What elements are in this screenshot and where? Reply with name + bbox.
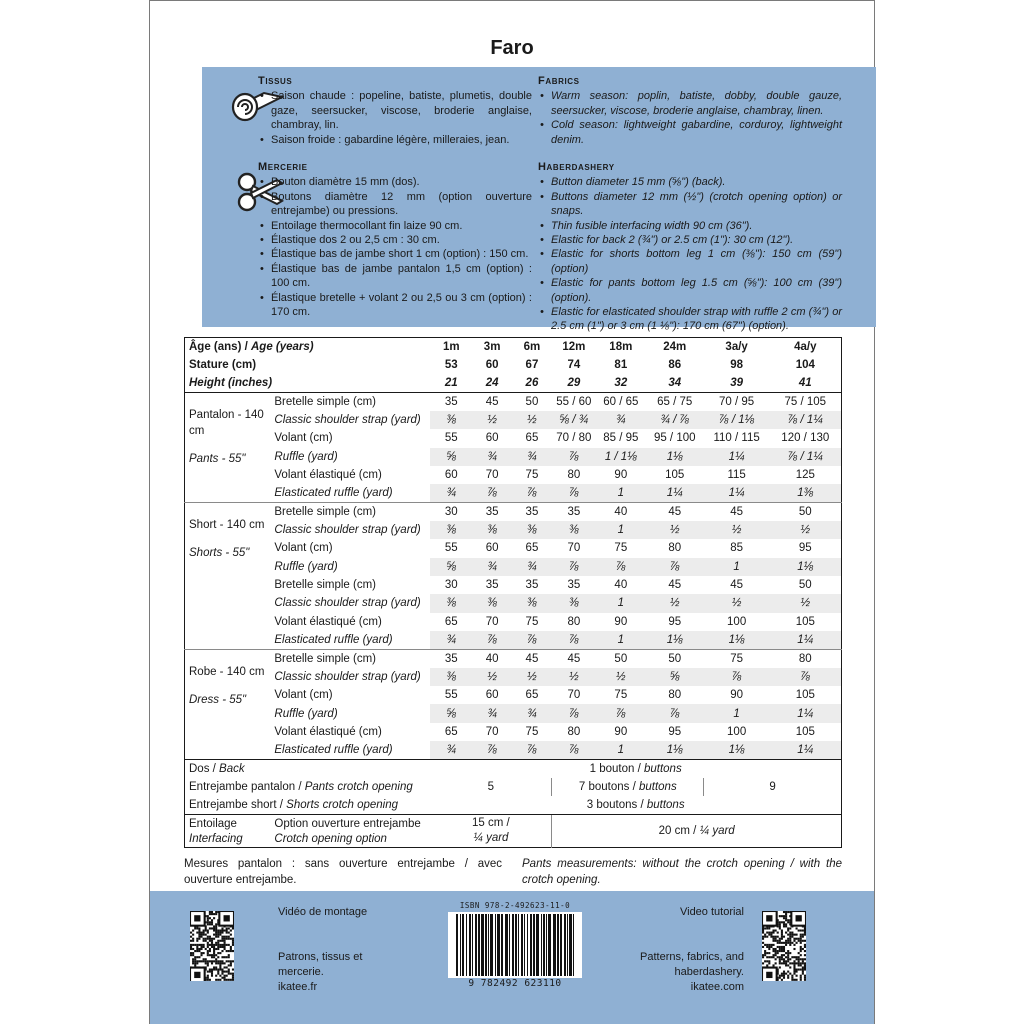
quantity-cell: 65 (525, 689, 539, 702)
quantity-cell: 35 (567, 579, 581, 592)
fabric-en-item: • Warm season: poplin, batiste, dobby, double gauze, seersucker, viscose, broderie anglaise, chambray, linen. (538, 89, 842, 118)
stature-label: Stature (cm) (189, 359, 257, 372)
haberdashery-en-item: • Elastic for pants bottom leg 1.5 cm (⅝"): 100 cm (39") (option). (538, 276, 842, 305)
height-cell: 26 (525, 377, 539, 390)
material-row (185, 503, 842, 521)
quantity-cell: 105 (795, 615, 815, 628)
quantity-cell: 30 (444, 579, 458, 592)
quantity-cell: 60 (485, 689, 499, 702)
material-row (185, 594, 842, 612)
fabrics-en-block (538, 74, 842, 147)
quantity-cell: 95 (668, 615, 682, 628)
haberdashery-en-item: • Thin fusible interfacing width 90 cm (36"). (538, 219, 842, 233)
quantity-cell: ½ (704, 594, 770, 612)
quantity-cell: 75 (614, 542, 628, 555)
quantity-cell: 45 (704, 503, 770, 521)
quantity-cell: ½ (596, 668, 646, 686)
barcode-digits: 9 782492 623110 (468, 978, 562, 989)
haberdashery-fr-item: • Élastique bretelle + volant 2 ou 2,5 ou 3 cm (option) : 170 cm. (258, 291, 532, 320)
material-label: Bretelle simple (cm) (274, 579, 376, 592)
note-en: Pants measurements: without the crotch opening / with the crotch opening. (522, 858, 842, 886)
quantity-cell: 1¼ (770, 741, 842, 759)
quantity-cell: 1 (596, 741, 646, 759)
shorts-crotch-value: 3 boutons / buttons (586, 799, 685, 812)
quantity-cell: 40 (596, 503, 646, 521)
fabrics-fr-block (258, 74, 532, 147)
fabric-fr-item: • Saison froide : gabardine légère, milleraies, jean. (258, 133, 532, 147)
material-label: Volant (cm) (274, 432, 333, 445)
material-row (185, 613, 842, 631)
haberdashery-en-item: • Buttons diameter 12 mm (½") (crotch opening option) or snaps. (538, 190, 842, 219)
quantity-cell: 85 / 95 (603, 432, 639, 445)
material-label: Ruffle (yard) (274, 707, 338, 720)
haberdashery-en-item: • Elastic for shorts bottom leg 1 cm (⅜"): 150 cm (59") (option) (538, 247, 842, 276)
quantity-cell: 55 (444, 432, 458, 445)
size-cell: 3a/y (725, 340, 748, 353)
quantity-cell: ¾ (430, 631, 472, 649)
quantity-cell: 70 / 80 (556, 432, 592, 445)
quantity-cell: ⅜ (512, 594, 552, 612)
quantity-cell: ⅝ (430, 704, 472, 722)
quantity-cell: 70 (485, 725, 499, 738)
pattern-title: Faro (490, 37, 534, 59)
quantity-cell: 55 / 60 (552, 393, 596, 411)
quantity-cell: ⅞ / 1¼ (770, 411, 842, 429)
quantity-cell: 65 (444, 725, 458, 738)
material-label: Classic shoulder strap (yard) (274, 597, 421, 610)
quantity-cell: 1⅛ (646, 631, 704, 649)
stature-cell: 53 (444, 359, 458, 372)
quantity-cell: ½ (512, 668, 552, 686)
stature-cell: 74 (567, 359, 581, 372)
quantity-cell: 1 (596, 484, 646, 502)
shop-en-label: Patterns, fabrics, and haberdashery. (640, 951, 744, 978)
height-row (185, 374, 842, 392)
quantity-cell: 45 (730, 579, 744, 592)
quantity-cell: 75 (525, 615, 539, 628)
quantity-cell: ⅞ (512, 484, 552, 502)
crotch-option-label: Option ouverture entrejambe Crotch opening option (270, 814, 430, 847)
haberdashery-en-item: • Elastic for back 2 (¾") or 2.5 cm (1"): 30 cm (12"). (538, 233, 842, 247)
yardage-table (184, 337, 842, 848)
quantity-cell: 1⅛ (646, 741, 704, 759)
material-label: Volant élastiqué (cm) (274, 615, 382, 628)
quantity-cell: 60 / 65 (596, 393, 646, 411)
quantity-cell: 45 (646, 503, 704, 521)
stature-cell: 86 (668, 359, 682, 372)
material-label: Volant (cm) (274, 542, 333, 555)
quantity-cell: ⅝ (646, 668, 704, 686)
quantity-cell: ¾ (472, 558, 512, 576)
stature-cell: 81 (614, 359, 628, 372)
quantity-cell: ⅞ (552, 558, 596, 576)
quantity-cell: 100 (727, 725, 747, 738)
height-cell: 39 (730, 377, 744, 390)
quantity-cell: ½ (646, 594, 704, 612)
quantity-cell: 35 (552, 503, 596, 521)
material-row (185, 466, 842, 484)
material-row (185, 723, 842, 741)
quantity-cell: 60 (444, 469, 458, 482)
shorts-crotch-label: Entrejambe short / Shorts crotch opening (189, 799, 399, 812)
material-label: Classic shoulder strap (yard) (274, 414, 421, 427)
quantity-cell: 1 (596, 521, 646, 539)
quantity-cell: 65 / 75 (646, 393, 704, 411)
haberdashery-en-item: • Button diameter 15 mm (⅝") (back). (538, 175, 842, 189)
quantity-cell: ⅞ (646, 558, 704, 576)
quantity-cell: 65 (525, 432, 539, 445)
quantity-cell: ⅝ / ¾ (552, 411, 596, 429)
interfacing-value-small: 15 cm / ¼ yard (430, 814, 552, 847)
quantity-cell: 30 (430, 503, 472, 521)
quantity-cell: 55 (444, 542, 458, 555)
quantity-cell: 100 (727, 615, 747, 628)
haberdashery-en-item: • Elastic for elasticated shoulder strap with ruffle 2 cm (¾") or 2.5 cm (1") or 3 cm (1 ⅛"): 170 cm (67") (option). (538, 305, 842, 334)
quantity-cell: ⅞ (472, 484, 512, 502)
quantity-cell: 90 (614, 725, 628, 738)
quantity-cell: ½ (646, 521, 704, 539)
quantity-cell: ¾ (512, 558, 552, 576)
quantity-cell: ¾ (472, 448, 512, 466)
size-cell: 1m (442, 340, 460, 353)
quantity-cell: 45 (472, 393, 512, 411)
height-cell: 32 (614, 377, 628, 390)
quantity-cell: ⅞ (552, 704, 596, 722)
material-row (185, 411, 842, 429)
quantity-cell: ⅞ (596, 704, 646, 722)
quantity-cell: 1⅜ (770, 484, 842, 502)
barcode-bars (448, 912, 582, 978)
quantity-cell: 1 (596, 594, 646, 612)
quantity-cell: ⅜ (430, 594, 472, 612)
material-label: Bretelle simple (cm) (270, 393, 430, 411)
material-row (185, 686, 842, 704)
quantity-cell: 105 (665, 469, 685, 482)
material-label: Elasticated ruffle (yard) (274, 487, 393, 500)
stature-cell: 104 (795, 359, 815, 372)
quantity-cell: 105 (795, 725, 815, 738)
garment-group-label: Short - 140 cm Shorts - 55" (185, 503, 271, 650)
material-row (185, 668, 842, 686)
quantity-cell: 35 (430, 393, 472, 411)
quantity-cell: ⅜ (552, 594, 596, 612)
size-cell: 6m (523, 340, 541, 353)
fabrics-fr-heading: Tissus (258, 75, 293, 87)
material-label: Volant élastiqué (cm) (274, 469, 382, 482)
requirements-band (202, 67, 876, 333)
quantity-cell: 70 (485, 615, 499, 628)
quantity-cell: 75 (525, 469, 539, 482)
quantity-cell: 60 (485, 542, 499, 555)
material-row (185, 448, 842, 466)
quantity-cell: 1¼ (646, 484, 704, 502)
quantity-cell: 1⅛ (704, 631, 770, 649)
fabrics-en-title: Fabrics (538, 75, 580, 87)
stature-row (185, 356, 842, 374)
height-cell: 24 (485, 377, 499, 390)
quantity-cell: 1⅛ (646, 448, 704, 466)
haberdashery-fr-item: • Élastique bas de jambe pantalon 1,5 cm (option) : 100 cm. (258, 262, 532, 291)
quantity-cell: 90 (614, 469, 628, 482)
quantity-cell: 90 (730, 689, 744, 702)
size-cell: 12m (562, 340, 586, 353)
quantity-cell: 90 (614, 615, 628, 628)
haberdashery-fr-item: • Élastique dos 2 ou 2,5 cm : 30 cm. (258, 233, 532, 247)
pants-crotch-value-large: 9 (704, 778, 842, 796)
garment-group-label: Pantalon - 140 cm Pants - 55" (185, 393, 271, 503)
quantity-cell: 50 (646, 649, 704, 667)
quantity-cell: 35 (472, 503, 512, 521)
material-label: Bretelle simple (cm) (270, 649, 430, 667)
shop-fr-label: Patrons, tissus et mercerie. (278, 951, 363, 978)
quantity-cell: 1¼ (770, 631, 842, 649)
quantity-cell: ⅞ (552, 631, 596, 649)
yardage-table-wrapper (184, 337, 842, 848)
stature-cell: 60 (485, 359, 499, 372)
size-cell: 3m (483, 340, 501, 353)
quantity-cell: ⅜ (472, 521, 512, 539)
back-label: Dos / Back (185, 759, 431, 777)
quantity-cell: 1¼ (704, 448, 770, 466)
haberdashery-fr-title: Mercerie (258, 161, 308, 173)
quantity-cell: 70 (567, 689, 581, 702)
material-label: Volant élastiqué (cm) (274, 725, 382, 738)
quantity-cell: 95 / 100 (653, 432, 696, 445)
haberdashery-fr-item: • Bouton diamètre 15 mm (dos). (258, 175, 532, 189)
quantity-cell: ¾ (512, 448, 552, 466)
shorts-crotch-row (185, 796, 842, 814)
quantity-cell: ⅜ (472, 594, 512, 612)
quantity-cell: 50 (770, 503, 842, 521)
material-label: Classic shoulder strap (yard) (274, 524, 421, 537)
haberdashery-en-block (538, 160, 842, 334)
quantity-cell: 75 (614, 689, 628, 702)
quantity-cell: 1 / 1⅛ (596, 448, 646, 466)
interfacing-row (185, 814, 842, 847)
quantity-cell: ½ (472, 411, 512, 429)
quantity-cell: 35 (512, 503, 552, 521)
quantity-cell: 95 (798, 542, 812, 555)
size-cell: 18m (609, 340, 633, 353)
quantity-cell: ⅞ (552, 484, 596, 502)
quantity-cell: ⅞ (472, 741, 512, 759)
material-row (185, 741, 842, 759)
site-fr-link[interactable]: ikatee.fr (278, 981, 318, 993)
quantity-cell: 35 (430, 649, 472, 667)
quantity-cell: ⅞ (512, 631, 552, 649)
material-row (185, 539, 842, 557)
quantity-cell: ½ (770, 594, 842, 612)
quantity-cell: 70 / 95 (704, 393, 770, 411)
haberdashery-en-title: Haberdashery (538, 161, 615, 173)
quantity-cell: ¾ (472, 704, 512, 722)
quantity-cell: 1 (704, 704, 770, 722)
haberdashery-fr-item: • Élastique bas de jambe short 1 cm (option) : 150 cm. (258, 247, 532, 261)
quantity-cell: 60 (485, 432, 499, 445)
haberdashery-fr-block (258, 160, 532, 319)
qr-code-en-icon[interactable] (762, 911, 806, 981)
quantity-cell: 105 (795, 689, 815, 702)
quantity-cell: 45 (552, 649, 596, 667)
isbn-text: ISBN 978-2-492623-11-0 (459, 901, 571, 910)
stature-cell: 67 (525, 359, 539, 372)
quantity-cell: 80 (567, 469, 581, 482)
height-cell: 41 (798, 377, 812, 390)
pants-crotch-value-mid: 7 boutons / buttons (552, 778, 704, 796)
quantity-cell: ⅜ (512, 521, 552, 539)
quantity-cell: ¾ (430, 484, 472, 502)
quantity-cell: 50 (596, 649, 646, 667)
quantity-cell: 80 (567, 615, 581, 628)
quantity-cell: 50 (798, 579, 812, 592)
quantity-cell: 45 (512, 649, 552, 667)
material-row (185, 558, 842, 576)
interfacing-label: Entoilage Interfacing (185, 814, 271, 847)
quantity-cell: 50 (512, 393, 552, 411)
quantity-cell: ⅝ (430, 558, 472, 576)
material-label: Elasticated ruffle (yard) (274, 633, 393, 646)
quantity-cell: 65 (525, 542, 539, 555)
quantity-cell: ⅜ (552, 521, 596, 539)
quantity-cell: 1¼ (704, 484, 770, 502)
size-cell: 4a/y (794, 340, 817, 353)
quantity-cell: ½ (704, 521, 770, 539)
isbn-barcode (448, 901, 582, 1001)
age-row (185, 338, 842, 356)
quantity-cell: 80 (770, 649, 842, 667)
quantity-cell: 80 (668, 689, 682, 702)
quantity-cell: 80 (567, 725, 581, 738)
height-cell: 34 (668, 377, 682, 390)
quantity-cell: ⅞ (704, 668, 770, 686)
material-row (185, 649, 842, 667)
quantity-cell: ½ (552, 668, 596, 686)
material-label: Volant (cm) (274, 689, 333, 702)
interfacing-value-large: 20 cm / ¼ yard (552, 814, 842, 847)
material-row (185, 576, 842, 594)
material-label: Classic shoulder strap (yard) (274, 670, 421, 683)
video-en-label: Video tutorial (679, 906, 744, 918)
garment-group-label: Robe - 140 cm Dress - 55" (185, 649, 271, 759)
fabric-fr-item: • Saison chaude : popeline, batiste, plumetis, double gaze, seersucker, viscose, broderie anglaise, chambray, lin. (258, 89, 532, 132)
quantity-cell: 1 (704, 558, 770, 576)
material-label: Ruffle (yard) (274, 560, 338, 573)
quantity-cell: 65 (444, 615, 458, 628)
material-row (185, 393, 842, 411)
quantity-cell: ⅞ (596, 558, 646, 576)
footer-band (150, 891, 874, 1024)
quantity-cell: ⅞ (512, 741, 552, 759)
pattern-back-cover (149, 0, 875, 1024)
size-cell: 24m (663, 340, 687, 353)
quantity-cell: ½ (472, 668, 512, 686)
quantity-cell: 1¼ (770, 704, 842, 722)
material-row (185, 704, 842, 722)
pants-crotch-label: Entrejambe pantalon / Pants crotch opening (189, 780, 413, 793)
stature-cell: 98 (730, 359, 744, 372)
material-label: Ruffle (yard) (274, 450, 338, 463)
quantity-cell: 115 (727, 469, 746, 482)
age-label: Âge (ans) / Age (years) (189, 340, 314, 353)
quantity-cell: 55 (444, 689, 458, 702)
quantity-cell: 75 (525, 725, 539, 738)
note-fr: Mesures pantalon : sans ouverture entrejambe / avec ouverture entrejambe. (184, 858, 502, 886)
material-row (185, 484, 842, 502)
back-button-row (185, 759, 842, 777)
material-label: Bretelle simple (cm) (270, 503, 430, 521)
quantity-cell: 75 (704, 649, 770, 667)
quantity-cell: ⅝ (430, 448, 472, 466)
quantity-cell: ½ (512, 411, 552, 429)
quantity-cell: ¾ / ⅞ (646, 411, 704, 429)
quantity-cell: ⅞ (770, 668, 842, 686)
quantity-cell: 70 (485, 469, 499, 482)
quantity-cell: ⅞ (646, 704, 704, 722)
material-row (185, 521, 842, 539)
quantity-cell: 75 / 105 (770, 393, 842, 411)
fabric-en-item: • Cold season: lightweight gabardine, corduroy, lightweight denim. (538, 118, 842, 147)
haberdashery-fr-item: • Entoilage thermocollant fin laize 90 cm. (258, 219, 532, 233)
quantity-cell: 80 (668, 542, 682, 555)
quantity-cell: 120 / 130 (781, 432, 830, 445)
haberdashery-fr-item: • Boutons diamètre 12 mm (option ouverture entrejambe) ou pressions. (258, 190, 532, 219)
quantity-cell: ⅞ (472, 631, 512, 649)
quantity-cell: 110 / 115 (713, 432, 760, 445)
quantity-cell: 1 (596, 631, 646, 649)
quantity-cell: ⅞ / 1¼ (770, 448, 842, 466)
quantity-cell: 1⅛ (770, 558, 842, 576)
quantity-cell: 45 (668, 579, 682, 592)
back-value: 1 bouton / buttons (430, 759, 841, 777)
quantity-cell: 40 (472, 649, 512, 667)
quantity-cell: 95 (668, 725, 682, 738)
qr-code-fr-icon[interactable] (190, 911, 234, 981)
material-row (185, 631, 842, 649)
quantity-cell: ⅜ (430, 668, 472, 686)
quantity-cell: ¾ (512, 704, 552, 722)
quantity-cell: 40 (614, 579, 628, 592)
pants-crotch-row (185, 778, 842, 796)
quantity-cell: ⅜ (430, 411, 472, 429)
quantity-cell: ½ (770, 521, 842, 539)
video-fr-label: Vidéo de montage (278, 906, 368, 918)
quantity-cell: ⅜ (430, 521, 472, 539)
height-cell: 29 (567, 377, 581, 390)
quantity-cell: 85 (730, 542, 744, 555)
quantity-cell: 35 (485, 579, 499, 592)
quantity-cell: ¾ (596, 411, 646, 429)
material-row (185, 429, 842, 447)
quantity-cell: ⅞ (552, 448, 596, 466)
quantity-cell: 35 (525, 579, 539, 592)
pants-crotch-value-small: 5 (487, 780, 495, 793)
quantity-cell: 1⅛ (704, 741, 770, 759)
quantity-cell: ⅞ / 1⅛ (704, 411, 770, 429)
quantity-cell: ¾ (430, 741, 472, 759)
quantity-cell: 70 (567, 542, 581, 555)
quantity-cell: 125 (795, 469, 815, 482)
quantity-cell: ⅞ (552, 741, 596, 759)
material-label: Elasticated ruffle (yard) (274, 743, 393, 756)
height-label: Height (inches) (189, 377, 273, 390)
height-cell: 21 (444, 377, 458, 390)
site-en-link[interactable]: ikatee.com (690, 981, 744, 993)
